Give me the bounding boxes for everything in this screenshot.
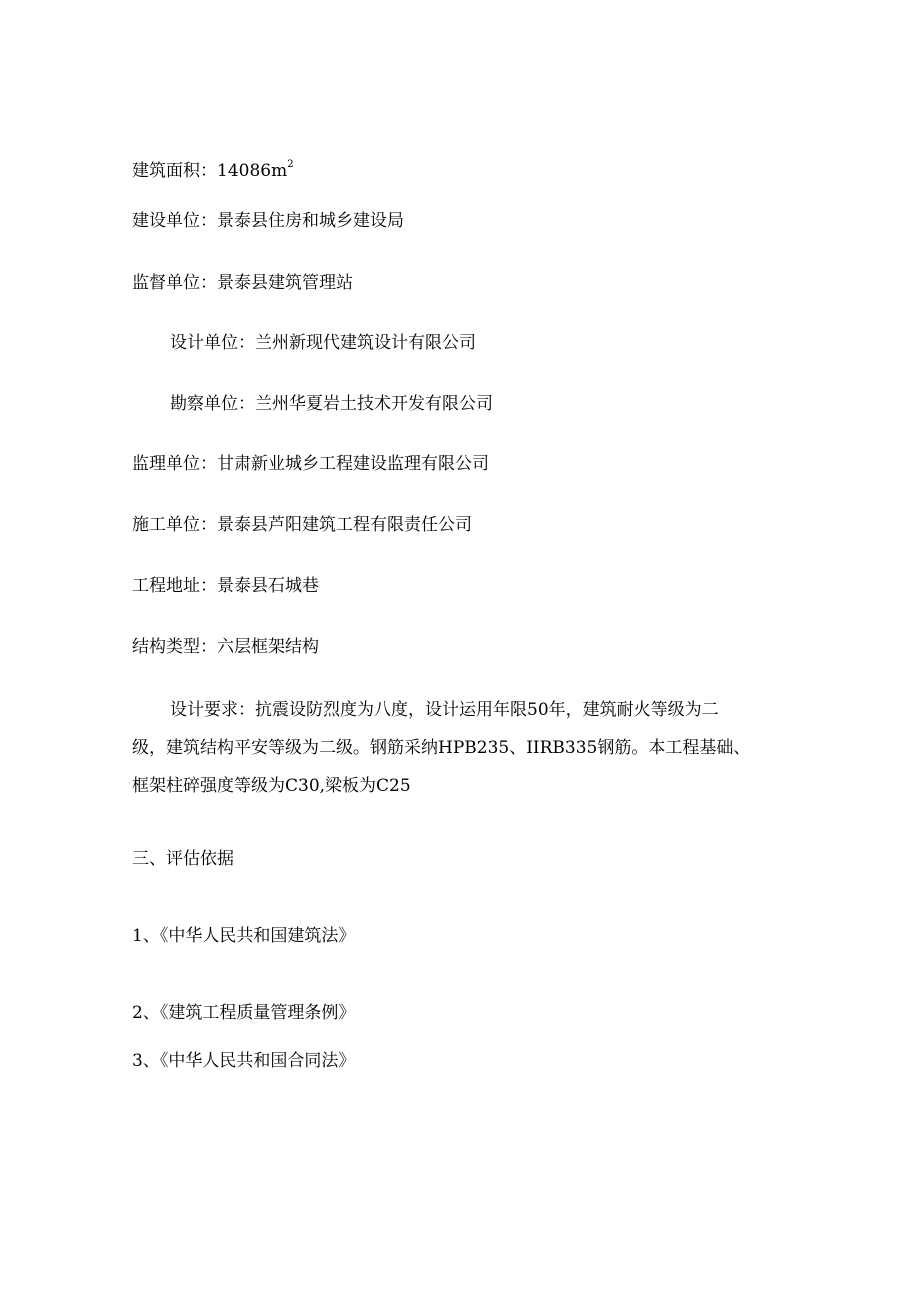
- basis-item-2: 2、《建筑工程质量管理条例》: [132, 1003, 356, 1023]
- info-label: 建筑面积：: [132, 161, 217, 181]
- info-value: 景泰县住房和城乡建设局: [217, 211, 404, 231]
- info-value: 六层框架结构: [217, 637, 319, 657]
- info-value: 景泰县石城巷: [217, 576, 319, 596]
- info-value: 兰州华夏岩土技术开发有限公司: [255, 394, 493, 414]
- info-label: 勘察单位：: [170, 394, 255, 414]
- design-requirements-paragraph: [132, 691, 782, 805]
- info-value: 14086m: [217, 161, 288, 181]
- info-line-construction-unit: [132, 210, 404, 232]
- info-line-survey-unit: [170, 393, 493, 415]
- basis-item-1: 1、《中华人民共和国建筑法》: [132, 926, 356, 946]
- info-label: 设计单位：: [170, 333, 255, 353]
- info-label: 工程地址：: [132, 576, 217, 596]
- info-value: 甘肃新业城乡工程建设监理有限公司: [217, 454, 489, 474]
- info-value: 兰州新现代建筑设计有限公司: [255, 333, 476, 353]
- info-value-superscript: 2: [287, 159, 294, 171]
- design-requirements-line-2: 级，建筑结构平安等级为二级。钢筋采纳HPB235、IIRB335钢筋。本工程基础、: [132, 738, 751, 758]
- info-line-structure-type: [132, 636, 319, 658]
- design-requirements-line-3: 框架柱碎强度等级为C30,梁板为C25: [132, 776, 411, 796]
- design-requirements-text: 抗震设防烈度为八度，设计运用年限50年，建筑耐火等级为二: [255, 700, 719, 720]
- basis-item-3: 3、《中华人民共和国合同法》: [132, 1051, 356, 1071]
- info-line-building-area: [132, 160, 294, 182]
- info-line-contractor: [132, 514, 472, 536]
- info-label: 建设单位：: [132, 211, 217, 231]
- design-requirements-label: 设计要求：: [170, 700, 255, 720]
- info-value: 景泰县建筑管理站: [217, 273, 353, 293]
- section-heading: 三、评估依据: [132, 849, 234, 869]
- design-requirements-line-1: [132, 691, 782, 729]
- info-label: 监督单位：: [132, 273, 217, 293]
- info-line-supervision-unit: [132, 272, 353, 294]
- info-line-project-address: [132, 575, 319, 597]
- info-line-inspection-unit: [132, 453, 489, 475]
- info-label: 结构类型：: [132, 637, 217, 657]
- info-label: 施工单位：: [132, 515, 217, 535]
- info-value: 景泰县芦阳建筑工程有限责任公司: [217, 515, 472, 535]
- info-label: 监理单位：: [132, 454, 217, 474]
- info-line-design-unit: [170, 332, 476, 354]
